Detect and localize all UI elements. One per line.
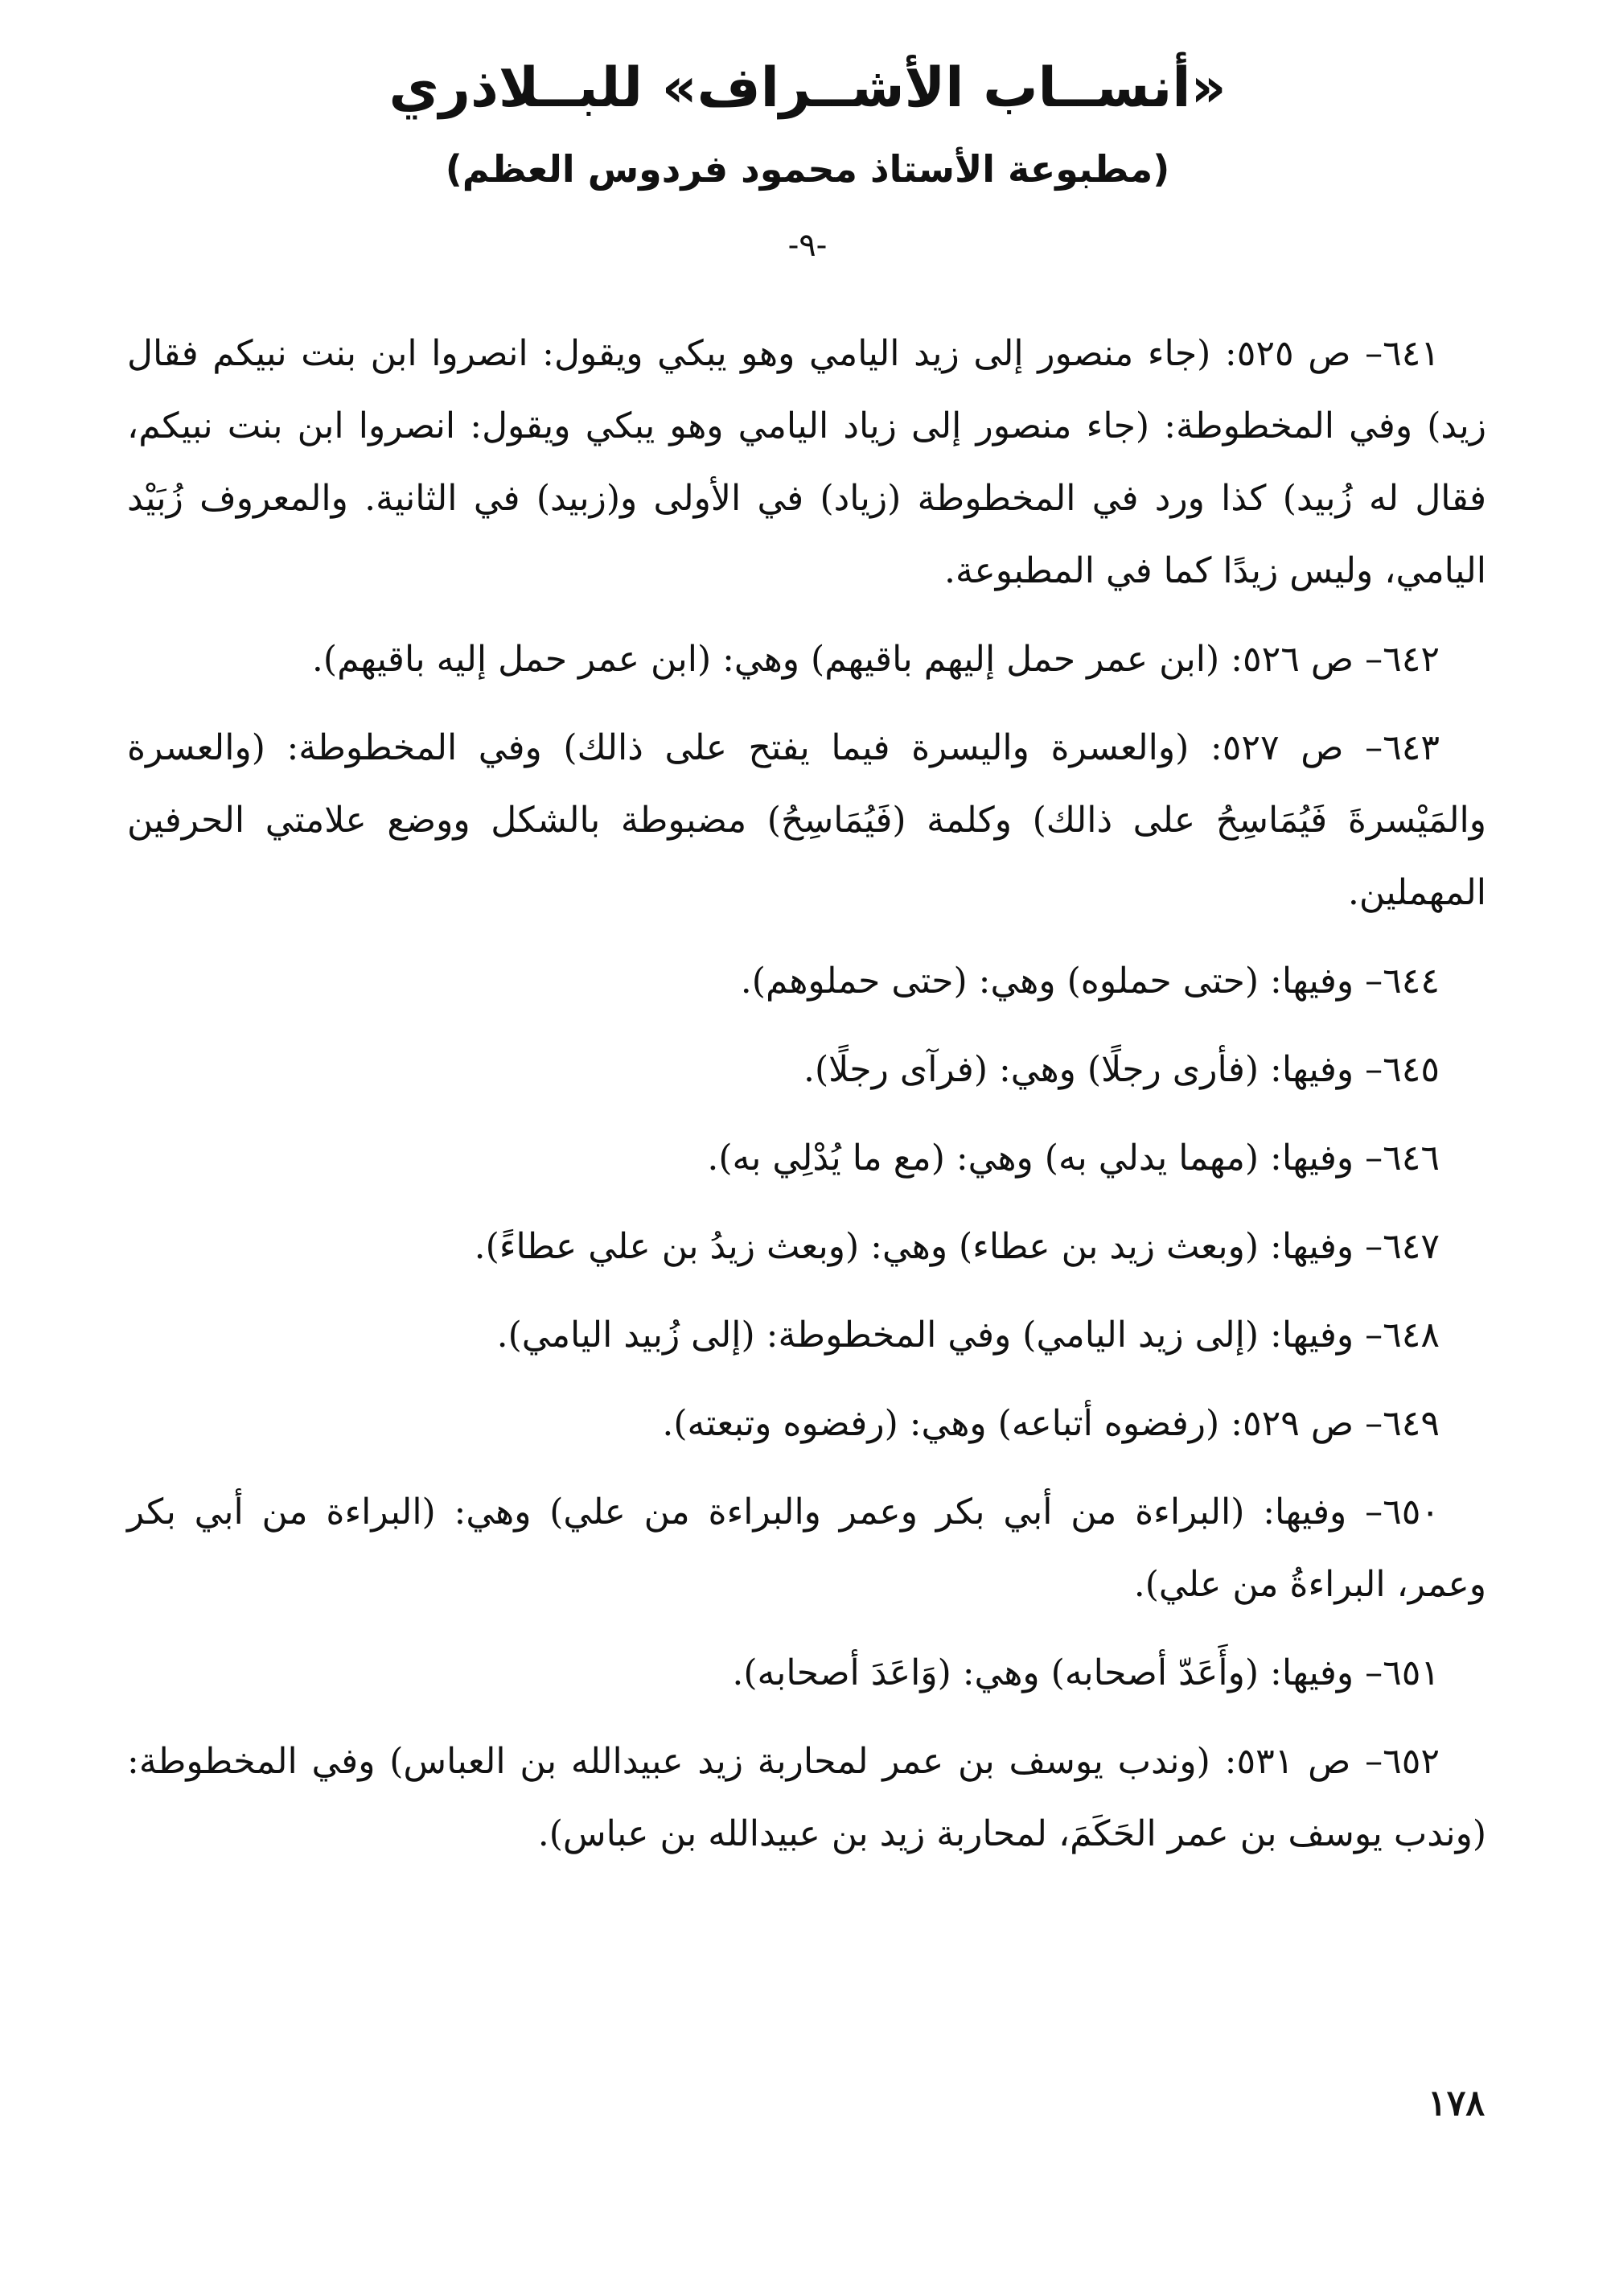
entry-648 [127,1299,1486,1372]
entry-number: ٦٤٥ [1383,1049,1440,1090]
page-title: «أنســاب الأشــراف» للبــلاذري [388,56,1227,120]
entry-643 [127,712,1486,929]
entry-652 [127,1726,1486,1870]
entry-647 [127,1211,1486,1283]
entry-645 [127,1034,1486,1106]
entry-number: ٦٥١ [1383,1652,1440,1693]
entry-644 [127,945,1486,1018]
entry-number: ٦٤٨ [1383,1315,1440,1356]
entry-text: – وفيها: (مهما يدلي به) وهي: (مع ما يُدْلِي به). [707,1138,1383,1179]
page-number: ١٧٨ [1428,2083,1485,2124]
entry-number: ٦٤٤ [1383,961,1440,1002]
entry-number: ٦٤٣ [1383,727,1440,768]
entry-number: ٦٤٩ [1383,1403,1440,1444]
entry-642 [127,623,1486,696]
entry-text: – وفيها: (إلى زيد اليامي) وفي المخطوطة: (إلى زُبيد اليامي). [496,1315,1383,1356]
entry-text: – وفيها: (فأرى رجلًا) وهي: (فرآى رجلًا). [803,1049,1383,1090]
entry-text: – ص ٥٢٥: (جاء منصور إلى زيد اليامي وهو يبكي ويقول: انصروا ابن بنت نبيكم فقال زيد) وفي المخطوطة: (جاء منصور إلى زياد اليامي وهو يبكي ويقول: انصروا ابن بنت نبيكم، فقال له زُبيد) كذا ورد في المخطوطة (زياد) في الأولى و(زبيد) في الثانية. والمعروف زُبَيْد اليامي، وليس زيدًا كما في المطبوعة. [127,333,1486,591]
entry-number: ٦٤١ [1383,333,1440,374]
entry-646 [127,1122,1486,1195]
entry-number: ٦٤٢ [1383,639,1440,680]
entry-649 [127,1388,1486,1460]
entries-list [127,318,1486,1887]
entry-651 [127,1637,1486,1710]
entry-text: – وفيها: (وأَعَدّ أصحابه) وهي: (وَاعَدَ أصحابه). [732,1652,1383,1693]
entry-text: – وفيها: (وبعث زيد بن عطاء) وهي: (وبعث زيدُ بن علي عطاءً). [474,1226,1383,1267]
entry-number: ٦٥٠ [1383,1492,1440,1533]
entry-number: ٦٤٦ [1383,1138,1440,1179]
entry-text: – وفيها: (البراءة من أبي بكر وعمر والبراءة من علي) وهي: (البراءة من أبي بكر وعمر، البراءةُ من علي). [127,1492,1486,1605]
entry-text: – ص ٥٢٦: (ابن عمر حمل إليهم باقيهم) وهي: (ابن عمر حمل إليه باقيهم). [311,639,1383,680]
section-marker: -٩- [787,227,828,264]
entry-number: ٦٥٢ [1383,1741,1440,1782]
entry-number: ٦٤٧ [1383,1226,1440,1267]
entry-641 [127,318,1486,607]
entry-text: – ص ٥٣١: (وندب يوسف بن عمر لمحاربة زيد عبيدالله بن العباس) وفي المخطوطة: (وندب يوسف بن عمر الحَكَمَ، لمحاربة زيد بن عبيدالله بن عباس). [127,1741,1486,1854]
entry-text: – وفيها: (حتى حملوه) وهي: (حتى حملوهم). [740,961,1383,1002]
entry-text: – ص ٥٢٩: (رفضوه أتباعه) وهي: (رفضوه وتبعته). [662,1403,1383,1444]
page-subtitle: (مطبوعة الأستاذ محمود فردوس العظم) [445,147,1170,191]
entry-text: – ص ٥٢٧: (والعسرة واليسرة فيما يفتح على ذالك) وفي المخطوطة: (والعسرة والمَيْسرةَ فَيُمَاسِحُ على ذالك) وكلمة (فَيُمَاسِحُ) مضبوطة بالشكل ووضع علامتي الحرفين المهملين. [127,727,1486,913]
entry-650 [127,1476,1486,1621]
